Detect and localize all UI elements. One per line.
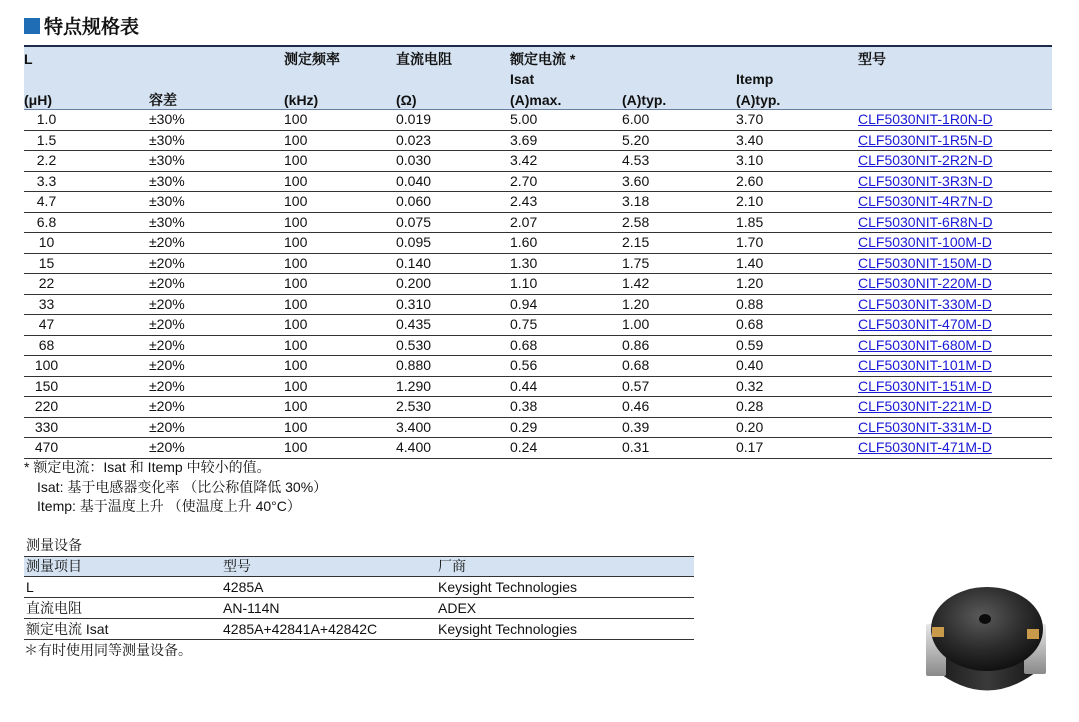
equipment-maker: ADEX <box>436 598 694 619</box>
part-number-link[interactable]: CLF5030NIT-221M-D <box>858 398 992 415</box>
cell-part-number[interactable] <box>858 376 1052 397</box>
cell-tolerance: ±20% <box>149 274 284 295</box>
cell-isat-max: 2.43 <box>510 192 622 213</box>
cell-isat-max: 1.60 <box>510 233 622 254</box>
header-tolerance: 容差 <box>149 46 284 110</box>
cell-itemp: 2.60 <box>736 171 858 192</box>
cell-isat-max: 0.44 <box>510 376 622 397</box>
cell-inductance: 6.8 <box>24 212 149 233</box>
equipment-maker: Keysight Technologies <box>436 577 694 598</box>
table-row <box>24 397 1052 418</box>
equipment-row <box>24 619 694 640</box>
table-row <box>24 110 1052 131</box>
table-row <box>24 376 1052 397</box>
page-title-text: 特点规格表 <box>44 16 140 38</box>
header-isat-max: 额定电流 * Isat (A)max. <box>510 46 622 110</box>
cell-dc-resistance: 0.530 <box>396 335 510 356</box>
equipment-header-row <box>24 557 694 577</box>
cell-dc-resistance: 0.435 <box>396 315 510 336</box>
table-row <box>24 253 1052 274</box>
cell-isat-typ: 1.75 <box>622 253 736 274</box>
cell-inductance: 68 <box>24 335 149 356</box>
cell-isat-max: 0.38 <box>510 397 622 418</box>
cell-part-number[interactable] <box>858 417 1052 438</box>
cell-part-number[interactable] <box>858 335 1052 356</box>
part-number-link[interactable]: CLF5030NIT-331M-D <box>858 418 992 435</box>
cell-itemp: 0.88 <box>736 294 858 315</box>
equipment-header-model: 型号 <box>221 557 436 577</box>
equipment-model: 4285A <box>221 577 436 598</box>
cell-itemp: 0.59 <box>736 335 858 356</box>
cell-itemp: 0.20 <box>736 417 858 438</box>
equipment-model: 4285A+42841A+42842C <box>221 619 436 640</box>
cell-tolerance: ±20% <box>149 253 284 274</box>
equipment-header-item: 测量项目 <box>24 557 221 577</box>
cell-isat-max: 1.30 <box>510 253 622 274</box>
equipment-footnote: ＊有时使用同等测量设备。 <box>24 642 192 658</box>
cell-dc-resistance: 1.290 <box>396 376 510 397</box>
table-row <box>24 294 1052 315</box>
cell-inductance: 10 <box>24 233 149 254</box>
cell-dc-resistance: 0.023 <box>396 130 510 151</box>
cell-isat-max: 3.42 <box>510 151 622 172</box>
cell-part-number[interactable] <box>858 274 1052 295</box>
cell-isat-max: 5.00 <box>510 110 622 131</box>
cell-isat-typ: 0.68 <box>622 356 736 377</box>
cell-itemp: 1.85 <box>736 212 858 233</box>
cell-itemp: 3.10 <box>736 151 858 172</box>
table-row <box>24 130 1052 151</box>
equipment-header-maker: 厂商 <box>436 557 694 577</box>
cell-tolerance: ±20% <box>149 417 284 438</box>
cell-inductance: 1.5 <box>24 130 149 151</box>
cell-isat-typ: 0.31 <box>622 438 736 459</box>
part-number-link[interactable]: CLF5030NIT-470M-D <box>858 316 992 333</box>
cell-isat-typ: 1.20 <box>622 294 736 315</box>
cell-frequency: 100 <box>284 233 396 254</box>
cell-tolerance: ±20% <box>149 315 284 336</box>
cell-inductance: 470 <box>24 438 149 459</box>
cell-itemp: 2.10 <box>736 192 858 213</box>
table-row <box>24 417 1052 438</box>
cell-dc-resistance: 0.200 <box>396 274 510 295</box>
part-number-link[interactable]: CLF5030NIT-100M-D <box>858 234 992 251</box>
cell-isat-typ: 0.57 <box>622 376 736 397</box>
cell-isat-max: 2.70 <box>510 171 622 192</box>
cell-inductance: 2.2 <box>24 151 149 172</box>
cell-dc-resistance: 0.310 <box>396 294 510 315</box>
cell-part-number[interactable] <box>858 233 1052 254</box>
cell-isat-typ: 3.18 <box>622 192 736 213</box>
table-row <box>24 212 1052 233</box>
cell-tolerance: ±30% <box>149 110 284 131</box>
table-row <box>24 171 1052 192</box>
part-number-link[interactable]: CLF5030NIT-680M-D <box>858 336 992 353</box>
cell-isat-typ: 6.00 <box>622 110 736 131</box>
cell-part-number[interactable] <box>858 438 1052 459</box>
cell-frequency: 100 <box>284 294 396 315</box>
note-rated-current: * 额定电流：Isat 和 Itemp 中较小的值。 <box>24 459 271 475</box>
equipment-item: 额定电流 Isat <box>24 619 221 640</box>
cell-dc-resistance: 0.140 <box>396 253 510 274</box>
cell-tolerance: ±30% <box>149 130 284 151</box>
equipment-model: AN-114N <box>221 598 436 619</box>
cell-tolerance: ±20% <box>149 438 284 459</box>
cell-tolerance: ±20% <box>149 397 284 418</box>
smd-power-inductor-photo <box>912 574 1062 704</box>
cell-tolerance: ±30% <box>149 212 284 233</box>
cell-isat-typ: 0.86 <box>622 335 736 356</box>
header-l: L (μH) <box>24 46 149 110</box>
cell-dc-resistance: 0.880 <box>396 356 510 377</box>
equipment-item: 直流电阻 <box>24 598 221 619</box>
part-number-link[interactable]: CLF5030NIT-330M-D <box>858 295 992 312</box>
blue-square-icon <box>24 18 40 34</box>
part-number-link[interactable]: CLF5030NIT-151M-D <box>858 377 992 394</box>
part-number-link[interactable]: CLF5030NIT-220M-D <box>858 275 992 292</box>
cell-inductance: 330 <box>24 417 149 438</box>
cell-part-number[interactable] <box>858 397 1052 418</box>
cell-frequency: 100 <box>284 171 396 192</box>
cell-itemp: 0.40 <box>736 356 858 377</box>
cell-dc-resistance: 0.019 <box>396 110 510 131</box>
cell-itemp: 0.17 <box>736 438 858 459</box>
equipment-row <box>24 577 694 598</box>
cell-frequency: 100 <box>284 151 396 172</box>
cell-frequency: 100 <box>284 397 396 418</box>
table-row <box>24 274 1052 295</box>
cell-isat-max: 0.24 <box>510 438 622 459</box>
cell-frequency: 100 <box>284 438 396 459</box>
cell-isat-max: 0.56 <box>510 356 622 377</box>
cell-dc-resistance: 3.400 <box>396 417 510 438</box>
table-row <box>24 192 1052 213</box>
cell-isat-typ: 3.60 <box>622 171 736 192</box>
cell-itemp: 3.70 <box>736 110 858 131</box>
header-isat-typ: (A)typ. <box>622 46 736 110</box>
cell-itemp: 3.40 <box>736 130 858 151</box>
cell-isat-max: 0.75 <box>510 315 622 336</box>
cell-part-number[interactable] <box>858 356 1052 377</box>
part-number-link[interactable]: CLF5030NIT-2R2N-D <box>858 152 993 169</box>
cell-isat-max: 1.10 <box>510 274 622 295</box>
cell-inductance: 4.7 <box>24 192 149 213</box>
cell-dc-resistance: 0.040 <box>396 171 510 192</box>
table-row <box>24 233 1052 254</box>
cell-frequency: 100 <box>284 274 396 295</box>
cell-isat-typ: 2.15 <box>622 233 736 254</box>
equipment-item: L <box>24 577 221 598</box>
table-row <box>24 356 1052 377</box>
cell-frequency: 100 <box>284 417 396 438</box>
cell-tolerance: ±20% <box>149 233 284 254</box>
cell-isat-typ: 1.00 <box>622 315 736 336</box>
header-dc-resistance: 直流电阻 (Ω) <box>396 46 510 110</box>
cell-frequency: 100 <box>284 335 396 356</box>
cell-tolerance: ±30% <box>149 192 284 213</box>
part-number-link[interactable]: CLF5030NIT-4R7N-D <box>858 193 993 210</box>
cell-inductance: 150 <box>24 376 149 397</box>
header-itemp: Itemp (A)typ. <box>736 46 858 110</box>
cell-part-number[interactable] <box>858 294 1052 315</box>
part-number-link[interactable]: CLF5030NIT-6R8N-D <box>858 213 993 230</box>
cell-part-number[interactable] <box>858 192 1052 213</box>
equipment-maker: Keysight Technologies <box>436 619 694 640</box>
header-part-number: 型号 <box>858 46 1052 110</box>
cell-isat-typ: 0.46 <box>622 397 736 418</box>
cell-itemp: 0.68 <box>736 315 858 336</box>
cell-tolerance: ±20% <box>149 376 284 397</box>
part-number-link[interactable]: CLF5030NIT-1R5N-D <box>858 131 993 148</box>
table-row <box>24 315 1052 336</box>
cell-dc-resistance: 0.075 <box>396 212 510 233</box>
cell-dc-resistance: 2.530 <box>396 397 510 418</box>
cell-part-number[interactable] <box>858 171 1052 192</box>
cell-isat-typ: 5.20 <box>622 130 736 151</box>
cell-frequency: 100 <box>284 253 396 274</box>
cell-inductance: 1.0 <box>24 110 149 131</box>
spec-header-row <box>24 46 1052 110</box>
cell-part-number[interactable] <box>858 130 1052 151</box>
cell-itemp: 0.32 <box>736 376 858 397</box>
part-number-link[interactable]: CLF5030NIT-1R0N-D <box>858 111 993 128</box>
cell-dc-resistance: 0.030 <box>396 151 510 172</box>
cell-dc-resistance: 0.060 <box>396 192 510 213</box>
cell-part-number[interactable] <box>858 253 1052 274</box>
equipment-row <box>24 598 694 619</box>
cell-isat-typ: 4.53 <box>622 151 736 172</box>
cell-tolerance: ±30% <box>149 171 284 192</box>
cell-frequency: 100 <box>284 110 396 131</box>
cell-frequency: 100 <box>284 315 396 336</box>
cell-itemp: 0.28 <box>736 397 858 418</box>
part-number-link[interactable]: CLF5030NIT-3R3N-D <box>858 172 993 189</box>
cell-isat-max: 2.07 <box>510 212 622 233</box>
cell-frequency: 100 <box>284 376 396 397</box>
cell-frequency: 100 <box>284 212 396 233</box>
cell-isat-typ: 1.42 <box>622 274 736 295</box>
cell-inductance: 100 <box>24 356 149 377</box>
table-row <box>24 335 1052 356</box>
page-title <box>24 12 139 39</box>
cell-frequency: 100 <box>284 130 396 151</box>
cell-inductance: 47 <box>24 315 149 336</box>
cell-inductance: 220 <box>24 397 149 418</box>
cell-tolerance: ±30% <box>149 151 284 172</box>
cell-isat-max: 0.29 <box>510 417 622 438</box>
cell-inductance: 15 <box>24 253 149 274</box>
cell-isat-max: 3.69 <box>510 130 622 151</box>
header-frequency: 测定频率 (kHz) <box>284 46 396 110</box>
note-itemp: Itemp: 基于温度上升 （使温度上升 40°C） <box>37 498 301 514</box>
cell-part-number[interactable] <box>858 315 1052 336</box>
equipment-title: 测量设备 <box>26 537 82 553</box>
cell-frequency: 100 <box>284 192 396 213</box>
cell-inductance: 33 <box>24 294 149 315</box>
cell-part-number[interactable] <box>858 212 1052 233</box>
table-row <box>24 438 1052 459</box>
cell-inductance: 22 <box>24 274 149 295</box>
spec-table-body <box>24 110 1052 459</box>
cell-isat-max: 0.68 <box>510 335 622 356</box>
cell-tolerance: ±20% <box>149 335 284 356</box>
spec-table <box>24 45 1052 459</box>
note-isat: Isat: 基于电感器变化率 （比公称值降低 30%） <box>37 478 328 495</box>
part-number-link[interactable]: CLF5030NIT-101M-D <box>858 357 992 374</box>
cell-tolerance: ±20% <box>149 356 284 377</box>
notes <box>24 458 327 517</box>
cell-itemp: 1.70 <box>736 233 858 254</box>
table-row <box>24 151 1052 172</box>
cell-isat-max: 0.94 <box>510 294 622 315</box>
cell-dc-resistance: 0.095 <box>396 233 510 254</box>
cell-isat-typ: 0.39 <box>622 417 736 438</box>
part-number-link[interactable]: CLF5030NIT-150M-D <box>858 254 992 271</box>
cell-part-number[interactable] <box>858 151 1052 172</box>
cell-dc-resistance: 4.400 <box>396 438 510 459</box>
cell-isat-typ: 2.58 <box>622 212 736 233</box>
equipment-table <box>24 556 694 640</box>
cell-inductance: 3.3 <box>24 171 149 192</box>
cell-itemp: 1.20 <box>736 274 858 295</box>
cell-tolerance: ±20% <box>149 294 284 315</box>
cell-frequency: 100 <box>284 356 396 377</box>
part-number-link[interactable]: CLF5030NIT-471M-D <box>858 439 992 456</box>
cell-itemp: 1.40 <box>736 253 858 274</box>
cell-part-number[interactable] <box>858 110 1052 131</box>
